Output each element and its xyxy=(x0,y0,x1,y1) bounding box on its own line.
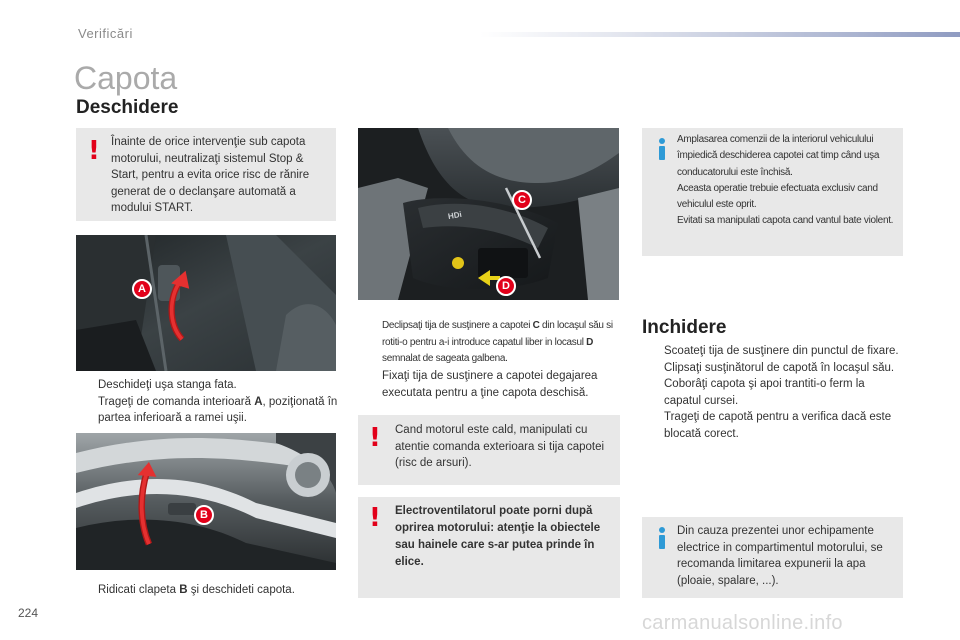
step-item: Ridicati clapeta B şi deschideti capota. xyxy=(98,584,295,596)
info-text xyxy=(677,132,901,230)
info-line: Amplasarea comenzii de la interiorul vehiculului împiedică deschiderea capotei cat timp când uşa conducatorului este închisă. xyxy=(677,134,880,178)
steps-engine-prop xyxy=(360,318,622,368)
warning-box-fan xyxy=(358,497,620,598)
section-header: Verificări xyxy=(78,26,133,41)
steps-closing xyxy=(642,343,904,442)
image-exterior-lever xyxy=(76,433,336,570)
image-engine-bay xyxy=(358,128,619,300)
info-box-opening xyxy=(642,128,903,256)
info-line: Aceasta operatie trebuie efectuata exclusiv cand vehiculul este oprit. xyxy=(677,182,878,211)
closing-section-title: Inchidere xyxy=(642,317,727,338)
exclamation-icon: ! xyxy=(88,136,100,166)
info-icon xyxy=(653,525,671,551)
step-item: Declipsaţi tija de susţinere a capotei C din locaşul său si rotiti-o pentru a-i introduce capatul liber in locasul D semnalat de sageata galbena. xyxy=(382,320,613,364)
steps-interior-release xyxy=(76,377,341,427)
warning-text: Cand motorul este cald, manipulati cu atentie comanda exterioara si tija capotei (risc de arsuri). xyxy=(395,424,605,469)
page-title: Capota xyxy=(74,60,178,96)
step-item: Deschideţi uşa stanga fata. xyxy=(98,379,237,391)
exclamation-icon: ! xyxy=(369,423,381,453)
header-accent-bar xyxy=(480,32,960,37)
step-item: Trageţi de capotă pentru a verifica dacă este blocată corect. xyxy=(664,411,892,440)
info-icon xyxy=(653,136,671,162)
image-interior-release xyxy=(76,235,336,371)
exclamation-icon: ! xyxy=(369,503,381,533)
step-item: Fixaţi tija de susţinere a capotei degajarea executata pentru a ţine capota deschisă. xyxy=(382,370,598,399)
steps-exterior-lever xyxy=(76,582,341,599)
callout-b: B xyxy=(194,505,214,525)
info-box-water xyxy=(642,517,903,598)
callout-d: D xyxy=(496,276,516,296)
info-text: Din cauza prezentei unor echipamente electrice in compartimentul motorului, se recomanda limitarea expunerii la apa (ploaie, spalare, ...). xyxy=(677,525,883,587)
warning-text: Electroventilatorul poate porni după oprirea motorului: atenţie la obiectele sau hainele care s-ar putea prinde în elice. xyxy=(395,505,601,568)
step-item: Scoateţi tija de susţinere din punctul de fixare. xyxy=(664,345,899,357)
warning-box-stop-start xyxy=(76,128,336,221)
info-line: Evitati sa manipulati capota cand vantul bate violent. xyxy=(677,215,894,227)
warning-box-hot-engine xyxy=(358,415,620,485)
callout-c: C xyxy=(512,190,532,210)
opening-section-title: Deschidere xyxy=(76,97,179,118)
watermark: carmanualsonline.info xyxy=(642,612,843,634)
page-number: 224 xyxy=(18,606,39,620)
warning-text: Înainte de orice intervenţie sub capota motorului, neutralizaţi sistemul Stop & Start, pentru a evita orice risc de rănire generat de o declanşare automată a modului START. xyxy=(111,136,310,214)
step-item: Coborâţi capota şi apoi trantiti-o ferm la capatul cursei. xyxy=(664,378,865,407)
callout-a: A xyxy=(132,279,152,299)
steps-engine-fix xyxy=(360,368,622,401)
engine-badge: HDi xyxy=(447,209,463,222)
step-item: Trageţi de comanda interioară A, poziţionată în partea inferioară a ramei uşii. xyxy=(98,395,338,424)
step-item: Clipsaţi susţinătorul de capotă în locaşul său. xyxy=(664,361,895,374)
